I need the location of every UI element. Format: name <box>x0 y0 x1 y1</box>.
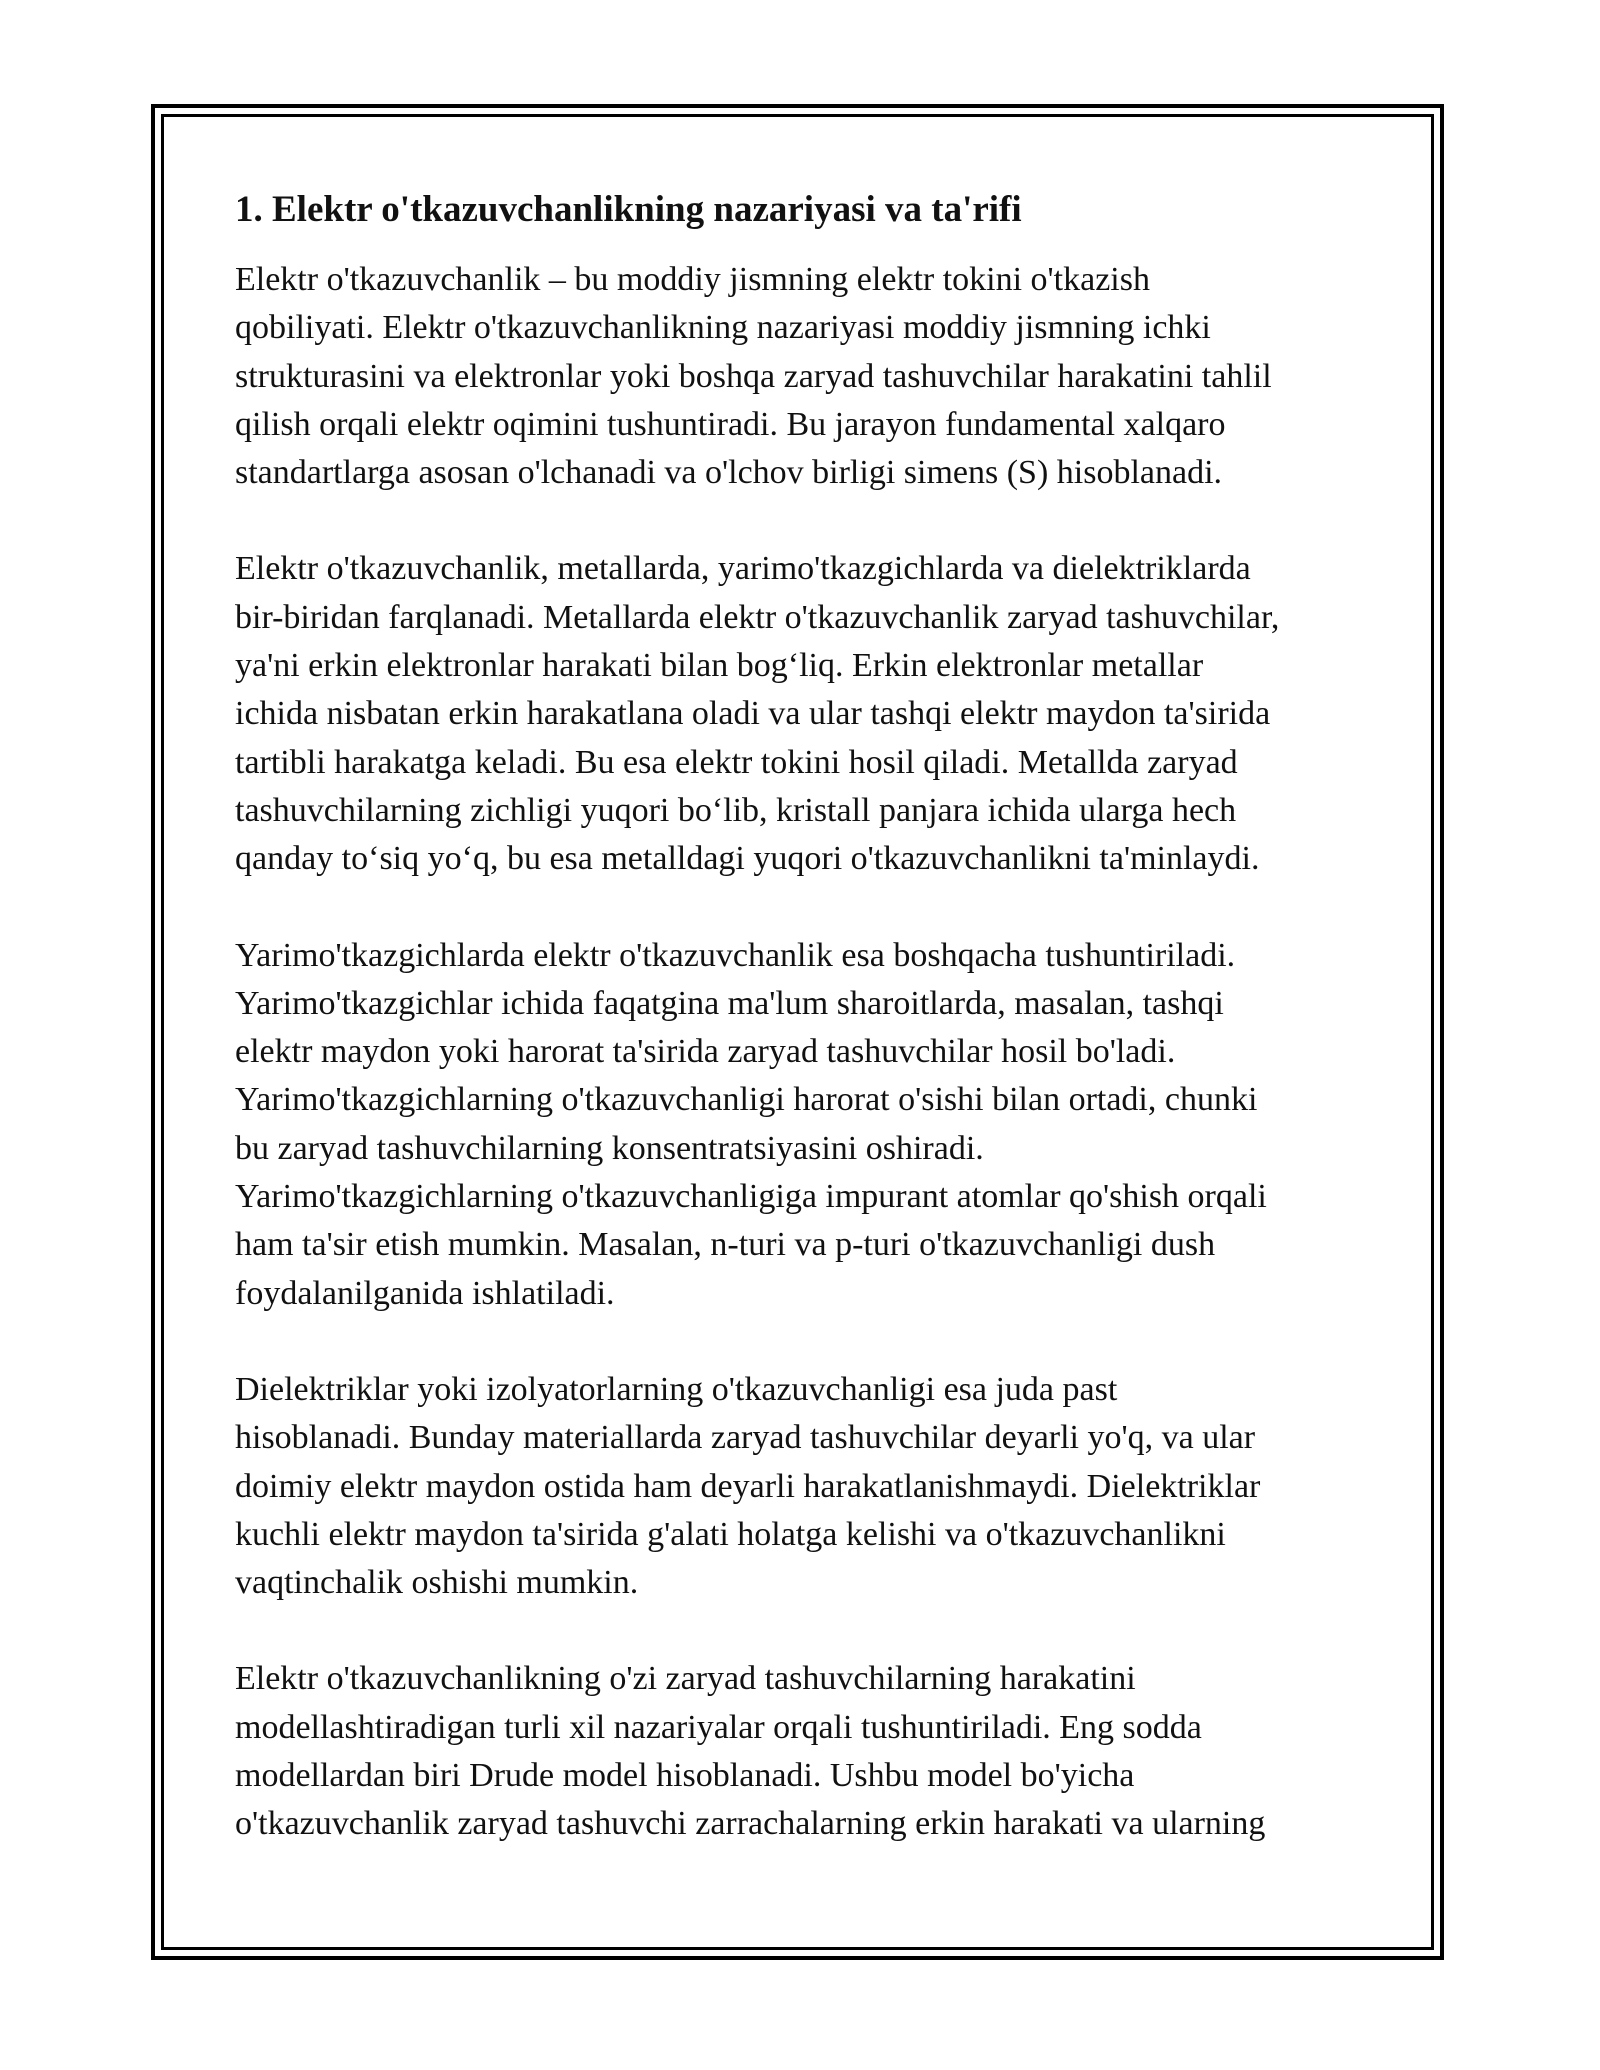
paragraph-definition <box>235 256 1375 497</box>
text-line: Elektr o'tkazuvchanlik – bu moddiy jismning elektr tokini o'tkazish <box>235 261 1150 298</box>
text-line: tashuvchilarning zichligi yuqori bo‘lib, kristall panjara ichida ularga hech <box>235 791 1237 829</box>
text-line: ichida nisbatan erkin harakatlana oladi va ular tashqi elektr maydon ta'sirida <box>235 695 1271 733</box>
document-body <box>235 186 1375 1897</box>
text-line: vaqtinchalik oshishi mumkin. <box>235 1564 639 1602</box>
text-line: modellardan biri Drude model hisoblanadi. Ushbu model bo'yicha <box>235 1757 1135 1795</box>
text-line: Yarimo'tkazgichlarning o'tkazuvchanligiga impurant atomlar qo'shish orqali <box>235 1178 1267 1216</box>
paragraph-models <box>235 1655 1375 1848</box>
text-line: Yarimo'tkazgichlar ichida faqatgina ma'lum sharoitlarda, masalan, tashqi <box>235 984 1224 1022</box>
section-heading: 1. Elektr o'tkazuvchanlikning nazariyasi va ta'rifi <box>235 189 1022 230</box>
text-line: standartlarga asosan o'lchanadi va o'lchov birligi simens (S) hisoblanadi. <box>235 454 1223 492</box>
paragraph-metals <box>235 545 1375 883</box>
text-line: elektr maydon yoki harorat ta'sirida zaryad tashuvchilar hosil bo'ladi. <box>235 1033 1176 1071</box>
text-line: bu zaryad tashuvchilarning konsentratsiyasini oshiradi. <box>235 1129 984 1167</box>
text-line: Elektr o'tkazuvchanlik, metallarda, yarimo'tkazgichlarda va dielektriklarda <box>235 550 1251 588</box>
text-line: Yarimo'tkazgichlarda elektr o'tkazuvchanlik esa boshqacha tushuntiriladi. <box>235 936 1236 974</box>
text-line: kuchli elektr maydon ta'sirida g'alati holatga kelishi va o'tkazuvchanlikni <box>235 1515 1226 1553</box>
text-line: ham ta'sir etish mumkin. Masalan, n-turi va p-turi o'tkazuvchanligi dush <box>235 1226 1216 1264</box>
text-line: qobiliyati. Elektr o'tkazuvchanlikning nazariyasi moddiy jismning ichki <box>235 309 1211 347</box>
paragraph-semiconductors <box>235 932 1375 1318</box>
text-line: hisoblanadi. Bunday materiallarda zaryad tashuvchilar deyarli yo'q, va ular <box>235 1419 1256 1457</box>
text-line: Yarimo'tkazgichlarning o'tkazuvchanligi harorat o'sishi bilan ortadi, chunki <box>235 1081 1258 1119</box>
text-line: doimiy elektr maydon ostida ham deyarli harakatlanishmaydi. Dielektriklar <box>235 1467 1261 1505</box>
text-line: bir-biridan farqlanadi. Metallarda elektr o'tkazuvchanlik zaryad tashuvchilar, <box>235 598 1280 636</box>
text-line: ya'ni erkin elektronlar harakati bilan bog‘liq. Erkin elektronlar metallar <box>235 647 1204 685</box>
text-line: qanday to‘siq yo‘q, bu esa metalldagi yuqori o'tkazuvchanlikni ta'minlaydi. <box>235 840 1260 878</box>
text-line: strukturasini va elektronlar yoki boshqa zaryad tashuvchilar harakatini tahlil <box>235 357 1272 395</box>
text-line: modellashtiradigan turli xil nazariyalar orqali tushuntiriladi. Eng sodda <box>235 1708 1202 1746</box>
text-line: tartibli harakatga keladi. Bu esa elektr tokini hosil qiladi. Metallda zaryad <box>235 743 1238 781</box>
paragraph-dielectrics <box>235 1366 1375 1607</box>
text-line: qilish orqali elektr oqimini tushuntiradi. Bu jarayon fundamental xalqaro <box>235 405 1226 443</box>
text-line: Elektr o'tkazuvchanlikning o'zi zaryad tashuvchilarning harakatini <box>235 1660 1136 1698</box>
text-line: foydalanilganida ishlatiladi. <box>235 1274 615 1312</box>
text-line: Dielektriklar yoki izolyatorlarning o'tkazuvchanligi esa juda past <box>235 1370 1118 1408</box>
text-line: o'tkazuvchanlik zaryad tashuvchi zarrachalarning erkin harakati va ularning <box>235 1805 1266 1843</box>
